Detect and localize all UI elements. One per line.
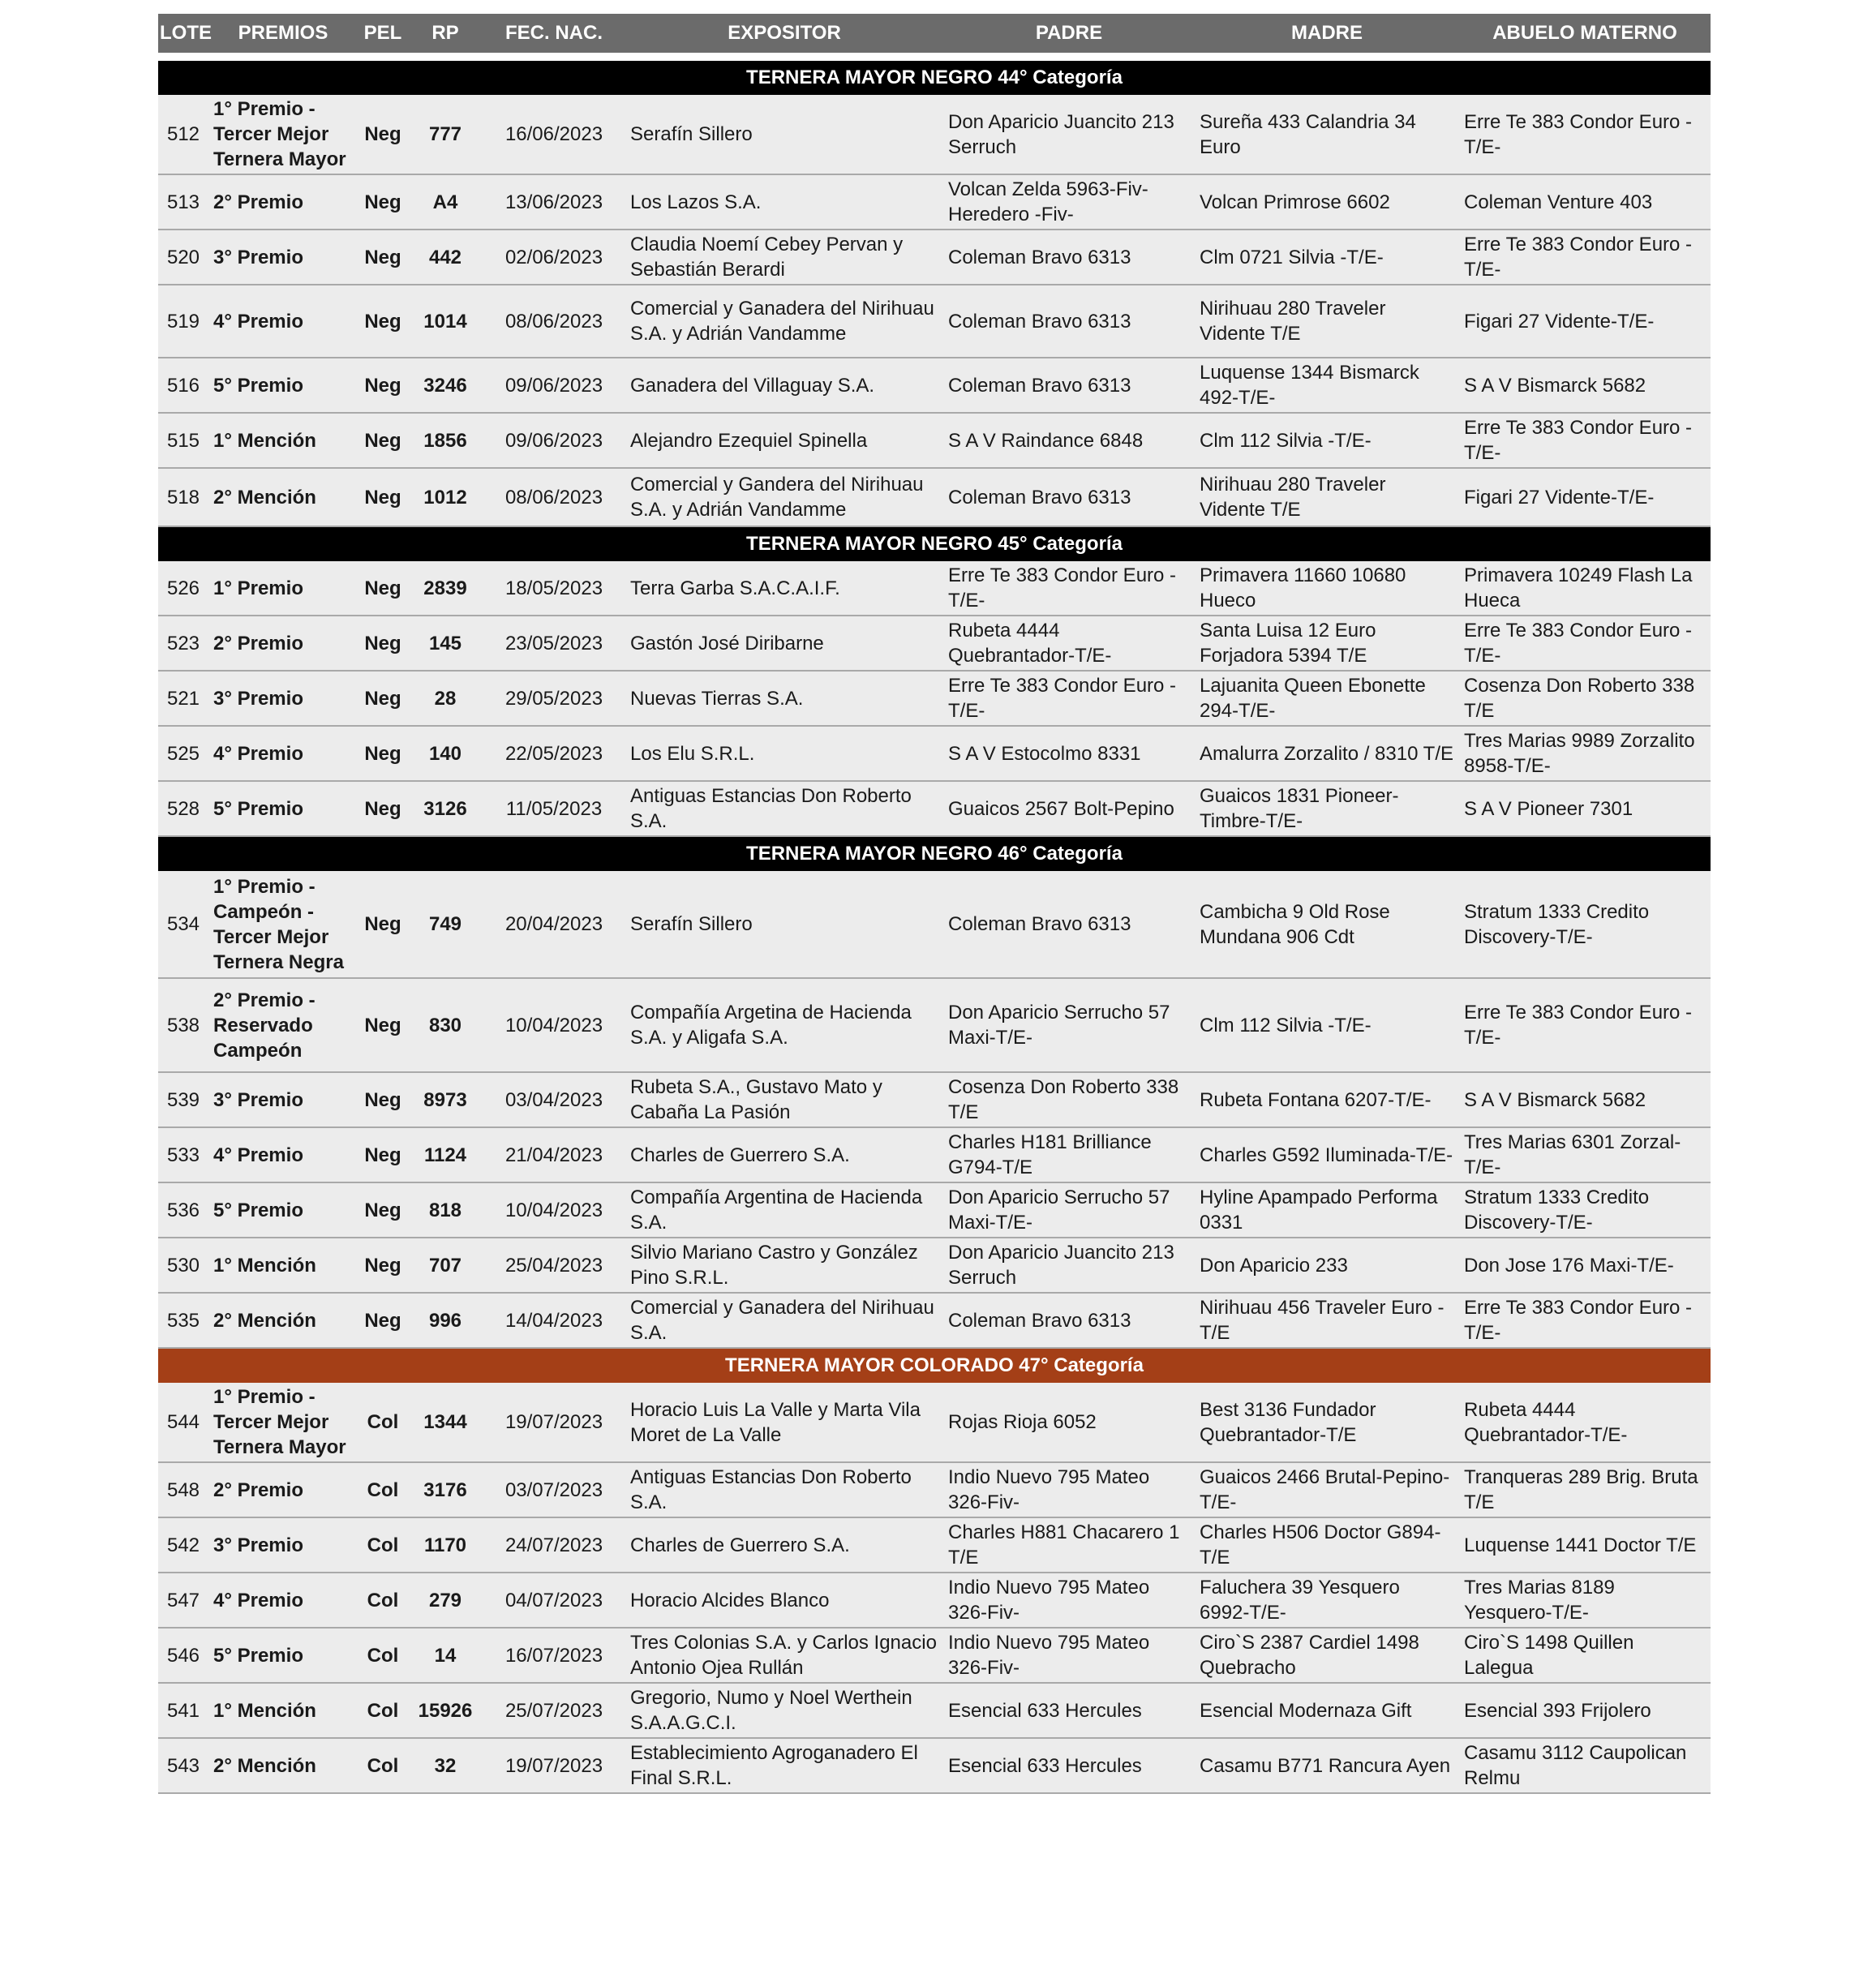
- abuelo-materno-cell: Stratum 1333 Credito Discovery-T/E-: [1459, 1182, 1711, 1238]
- lote-cell: 525: [158, 726, 208, 781]
- table-row: [158, 871, 1711, 978]
- madre-cell: Clm 112 Silvia -T/E-: [1195, 978, 1459, 1072]
- madre-cell: Charles H506 Doctor G894-T/E: [1195, 1517, 1459, 1573]
- padre-cell: Cosenza Don Roberto 338 T/E: [943, 1072, 1195, 1127]
- table-row: [158, 1383, 1711, 1462]
- fec-nac-cell: 03/07/2023: [483, 1462, 625, 1517]
- abuelo-materno-cell: Figari 27 Vidente-T/E-: [1459, 285, 1711, 358]
- expositor-cell: Silvio Mariano Castro y González Pino S.R.L.: [625, 1238, 943, 1293]
- fec-nac-cell: 21/04/2023: [483, 1127, 625, 1182]
- abuelo-materno-cell: Luquense 1441 Doctor T/E: [1459, 1517, 1711, 1573]
- pel-cell: Neg: [358, 1127, 408, 1182]
- header-expositor: EXPOSITOR: [625, 14, 943, 57]
- category-header-row: [158, 526, 1711, 561]
- expositor-cell: Nuevas Tierras S.A.: [625, 671, 943, 726]
- rp-cell: 996: [408, 1293, 483, 1348]
- madre-cell: Ciro`S 2387 Cardiel 1498 Quebracho: [1195, 1628, 1459, 1683]
- padre-cell: Coleman Bravo 6313: [943, 468, 1195, 526]
- expositor-cell: Charles de Guerrero S.A.: [625, 1127, 943, 1182]
- abuelo-materno-cell: Erre Te 383 Condor Euro -T/E-: [1459, 978, 1711, 1072]
- lote-cell: 533: [158, 1127, 208, 1182]
- fec-nac-cell: 09/06/2023: [483, 358, 625, 413]
- lote-cell: 515: [158, 413, 208, 468]
- premio-cell: 4° Premio: [208, 1573, 358, 1628]
- category-header-row: [158, 57, 1711, 95]
- fec-nac-cell: 02/06/2023: [483, 230, 625, 285]
- rp-cell: 140: [408, 726, 483, 781]
- table-row: [158, 174, 1711, 230]
- rp-cell: 2839: [408, 561, 483, 616]
- madre-cell: Hyline Apampado Performa 0331: [1195, 1182, 1459, 1238]
- pel-cell: Neg: [358, 1182, 408, 1238]
- results-table: [158, 14, 1711, 1794]
- abuelo-materno-cell: Figari 27 Vidente-T/E-: [1459, 468, 1711, 526]
- padre-cell: Guaicos 2567 Bolt-Pepino: [943, 781, 1195, 836]
- rp-cell: 15926: [408, 1683, 483, 1738]
- padre-cell: Coleman Bravo 6313: [943, 285, 1195, 358]
- expositor-cell: Antiguas Estancias Don Roberto S.A.: [625, 1462, 943, 1517]
- table-row: [158, 413, 1711, 468]
- header-pel: PEL: [358, 14, 408, 57]
- expositor-cell: Serafín Sillero: [625, 871, 943, 978]
- expositor-cell: Antiguas Estancias Don Roberto S.A.: [625, 781, 943, 836]
- expositor-cell: Compañía Argentina de Hacienda S.A.: [625, 1182, 943, 1238]
- fec-nac-cell: 29/05/2023: [483, 671, 625, 726]
- rp-cell: 749: [408, 871, 483, 978]
- table-row: [158, 1462, 1711, 1517]
- madre-cell: Charles G592 Iluminada-T/E-: [1195, 1127, 1459, 1182]
- expositor-cell: Comercial y Ganadera del Nirihuau S.A. y Adrián Vandamme: [625, 285, 943, 358]
- padre-cell: S A V Estocolmo 8331: [943, 726, 1195, 781]
- expositor-cell: Gastón José Diribarne: [625, 616, 943, 671]
- madre-cell: Casamu B771 Rancura Ayen: [1195, 1738, 1459, 1793]
- table-row: [158, 726, 1711, 781]
- lote-cell: 530: [158, 1238, 208, 1293]
- padre-cell: Erre Te 383 Condor Euro -T/E-: [943, 561, 1195, 616]
- premio-cell: 2° Mención: [208, 468, 358, 526]
- padre-cell: Erre Te 383 Condor Euro -T/E-: [943, 671, 1195, 726]
- lote-cell: 516: [158, 358, 208, 413]
- expositor-cell: Alejandro Ezequiel Spinella: [625, 413, 943, 468]
- expositor-cell: Ganadera del Villaguay S.A.: [625, 358, 943, 413]
- lote-cell: 539: [158, 1072, 208, 1127]
- expositor-cell: Comercial y Gandera del Nirihuau S.A. y Adrián Vandamme: [625, 468, 943, 526]
- rp-cell: 1012: [408, 468, 483, 526]
- header-fec-nac: FEC. NAC.: [483, 14, 625, 57]
- abuelo-materno-cell: Don Jose 176 Maxi-T/E-: [1459, 1238, 1711, 1293]
- padre-cell: Charles H881 Chacarero 1 T/E: [943, 1517, 1195, 1573]
- expositor-cell: Terra Garba S.A.C.A.I.F.: [625, 561, 943, 616]
- category-title: TERNERA MAYOR NEGRO 46° Categoría: [158, 836, 1711, 871]
- madre-cell: Esencial Modernaza Gift: [1195, 1683, 1459, 1738]
- premio-cell: 4° Premio: [208, 726, 358, 781]
- padre-cell: Don Aparicio Juancito 213 Serruch: [943, 95, 1195, 174]
- pel-cell: Col: [358, 1517, 408, 1573]
- expositor-cell: Comercial y Ganadera del Nirihuau S.A.: [625, 1293, 943, 1348]
- table-row: [158, 1738, 1711, 1793]
- abuelo-materno-cell: Erre Te 383 Condor Euro -T/E-: [1459, 95, 1711, 174]
- lote-cell: 547: [158, 1573, 208, 1628]
- abuelo-materno-cell: S A V Bismarck 5682: [1459, 1072, 1711, 1127]
- lote-cell: 538: [158, 978, 208, 1072]
- fec-nac-cell: 16/07/2023: [483, 1628, 625, 1683]
- rp-cell: 707: [408, 1238, 483, 1293]
- expositor-cell: Horacio Luis La Valle y Marta Vila Moret de La Valle: [625, 1383, 943, 1462]
- padre-cell: Volcan Zelda 5963-Fiv-Heredero -Fiv-: [943, 174, 1195, 230]
- lote-cell: 519: [158, 285, 208, 358]
- pel-cell: Neg: [358, 413, 408, 468]
- premio-cell: 2° Premio - Reservado Campeón: [208, 978, 358, 1072]
- fec-nac-cell: 03/04/2023: [483, 1072, 625, 1127]
- rp-cell: 1124: [408, 1127, 483, 1182]
- lote-cell: 546: [158, 1628, 208, 1683]
- fec-nac-cell: 18/05/2023: [483, 561, 625, 616]
- pel-cell: Neg: [358, 285, 408, 358]
- header-lote: LOTE: [158, 14, 208, 57]
- expositor-cell: Compañía Argetina de Hacienda S.A. y Aligafa S.A.: [625, 978, 943, 1072]
- padre-cell: Esencial 633 Hercules: [943, 1738, 1195, 1793]
- rp-cell: 818: [408, 1182, 483, 1238]
- fec-nac-cell: 23/05/2023: [483, 616, 625, 671]
- madre-cell: Santa Luisa 12 Euro Forjadora 5394 T/E: [1195, 616, 1459, 671]
- madre-cell: Don Aparicio 233: [1195, 1238, 1459, 1293]
- category-header-row: [158, 836, 1711, 871]
- table-row: [158, 616, 1711, 671]
- category-title: TERNERA MAYOR COLORADO 47° Categoría: [158, 1348, 1711, 1383]
- abuelo-materno-cell: Tres Marias 6301 Zorzal-T/E-: [1459, 1127, 1711, 1182]
- expositor-cell: Los Lazos S.A.: [625, 174, 943, 230]
- fec-nac-cell: 24/07/2023: [483, 1517, 625, 1573]
- table-row: [158, 1127, 1711, 1182]
- premio-cell: 1° Mención: [208, 1238, 358, 1293]
- rp-cell: 14: [408, 1628, 483, 1683]
- pel-cell: Neg: [358, 561, 408, 616]
- pel-cell: Neg: [358, 1293, 408, 1348]
- category-title: TERNERA MAYOR NEGRO 44° Categoría: [158, 57, 1711, 95]
- padre-cell: Indio Nuevo 795 Mateo 326-Fiv-: [943, 1573, 1195, 1628]
- expositor-cell: Serafín Sillero: [625, 95, 943, 174]
- rp-cell: 145: [408, 616, 483, 671]
- padre-cell: Coleman Bravo 6313: [943, 358, 1195, 413]
- abuelo-materno-cell: Cosenza Don Roberto 338 T/E: [1459, 671, 1711, 726]
- premio-cell: 5° Premio: [208, 1182, 358, 1238]
- header-madre: MADRE: [1195, 14, 1459, 57]
- premio-cell: 5° Premio: [208, 1628, 358, 1683]
- table-row: [158, 1517, 1711, 1573]
- rp-cell: 1344: [408, 1383, 483, 1462]
- premio-cell: 3° Premio: [208, 671, 358, 726]
- premio-cell: 1° Mención: [208, 1683, 358, 1738]
- rp-cell: 3126: [408, 781, 483, 836]
- rp-cell: 1014: [408, 285, 483, 358]
- fec-nac-cell: 10/04/2023: [483, 978, 625, 1072]
- rp-cell: 1170: [408, 1517, 483, 1573]
- expositor-cell: Tres Colonias S.A. y Carlos Ignacio Antonio Ojea Rullán: [625, 1628, 943, 1683]
- fec-nac-cell: 08/06/2023: [483, 285, 625, 358]
- lote-cell: 536: [158, 1182, 208, 1238]
- abuelo-materno-cell: S A V Bismarck 5682: [1459, 358, 1711, 413]
- table-row: [158, 978, 1711, 1072]
- abuelo-materno-cell: Esencial 393 Frijolero: [1459, 1683, 1711, 1738]
- fec-nac-cell: 11/05/2023: [483, 781, 625, 836]
- rp-cell: 777: [408, 95, 483, 174]
- padre-cell: Don Aparicio Serrucho 57 Maxi-T/E-: [943, 1182, 1195, 1238]
- padre-cell: Coleman Bravo 6313: [943, 871, 1195, 978]
- table-row: [158, 1182, 1711, 1238]
- lote-cell: 534: [158, 871, 208, 978]
- premio-cell: 1° Premio: [208, 561, 358, 616]
- pel-cell: Col: [358, 1628, 408, 1683]
- premio-cell: 4° Premio: [208, 285, 358, 358]
- lote-cell: 513: [158, 174, 208, 230]
- table-row: [158, 95, 1711, 174]
- abuelo-materno-cell: Tres Marias 9989 Zorzalito 8958-T/E-: [1459, 726, 1711, 781]
- madre-cell: Luquense 1344 Bismarck 492-T/E-: [1195, 358, 1459, 413]
- rp-cell: 1856: [408, 413, 483, 468]
- rp-cell: 32: [408, 1738, 483, 1793]
- pel-cell: Neg: [358, 95, 408, 174]
- expositor-cell: Los Elu S.R.L.: [625, 726, 943, 781]
- lote-cell: 541: [158, 1683, 208, 1738]
- header-rp: RP: [408, 14, 483, 57]
- fec-nac-cell: 20/04/2023: [483, 871, 625, 978]
- fec-nac-cell: 08/06/2023: [483, 468, 625, 526]
- table-row: [158, 468, 1711, 526]
- padre-cell: Coleman Bravo 6313: [943, 1293, 1195, 1348]
- table-row: [158, 1628, 1711, 1683]
- abuelo-materno-cell: Tranqueras 289 Brig. Bruta T/E: [1459, 1462, 1711, 1517]
- abuelo-materno-cell: Casamu 3112 Caupolican Relmu: [1459, 1738, 1711, 1793]
- padre-cell: Indio Nuevo 795 Mateo 326-Fiv-: [943, 1462, 1195, 1517]
- header-premios: PREMIOS: [208, 14, 358, 57]
- premio-cell: 2° Premio: [208, 1462, 358, 1517]
- pel-cell: Neg: [358, 1072, 408, 1127]
- category-header-row: [158, 1348, 1711, 1383]
- fec-nac-cell: 13/06/2023: [483, 174, 625, 230]
- rp-cell: 279: [408, 1573, 483, 1628]
- expositor-cell: Horacio Alcides Blanco: [625, 1573, 943, 1628]
- madre-cell: Guaicos 1831 Pioneer-Timbre-T/E-: [1195, 781, 1459, 836]
- lote-cell: 521: [158, 671, 208, 726]
- madre-cell: Volcan Primrose 6602: [1195, 174, 1459, 230]
- expositor-cell: Establecimiento Agroganadero El Final S.R.L.: [625, 1738, 943, 1793]
- premio-cell: 3° Premio: [208, 1517, 358, 1573]
- abuelo-materno-cell: Erre Te 383 Condor Euro -T/E-: [1459, 230, 1711, 285]
- pel-cell: Neg: [358, 978, 408, 1072]
- table-row: [158, 358, 1711, 413]
- premio-cell: 1° Premio - Tercer Mejor Ternera Mayor: [208, 1383, 358, 1462]
- madre-cell: Guaicos 2466 Brutal-Pepino-T/E-: [1195, 1462, 1459, 1517]
- pel-cell: Neg: [358, 1238, 408, 1293]
- rp-cell: 28: [408, 671, 483, 726]
- premio-cell: 3° Premio: [208, 1072, 358, 1127]
- table-row: [158, 1683, 1711, 1738]
- fec-nac-cell: 25/07/2023: [483, 1683, 625, 1738]
- premio-cell: 2° Mención: [208, 1738, 358, 1793]
- rp-cell: 8973: [408, 1072, 483, 1127]
- madre-cell: Primavera 11660 10680 Hueco: [1195, 561, 1459, 616]
- madre-cell: Nirihuau 280 Traveler Vidente T/E: [1195, 285, 1459, 358]
- table-row: [158, 1238, 1711, 1293]
- madre-cell: Clm 0721 Silvia -T/E-: [1195, 230, 1459, 285]
- premio-cell: 5° Premio: [208, 781, 358, 836]
- header-abuelo-materno: ABUELO MATERNO: [1459, 14, 1711, 57]
- pel-cell: Neg: [358, 781, 408, 836]
- expositor-cell: Gregorio, Numo y Noel Werthein S.A.A.G.C.I.: [625, 1683, 943, 1738]
- madre-cell: Lajuanita Queen Ebonette 294-T/E-: [1195, 671, 1459, 726]
- expositor-cell: Rubeta S.A., Gustavo Mato y Cabaña La Pasión: [625, 1072, 943, 1127]
- lote-cell: 526: [158, 561, 208, 616]
- padre-cell: S A V Raindance 6848: [943, 413, 1195, 468]
- lote-cell: 542: [158, 1517, 208, 1573]
- header-row: [158, 14, 1711, 57]
- results-table-container: [158, 14, 1711, 1794]
- category-title: TERNERA MAYOR NEGRO 45° Categoría: [158, 526, 1711, 561]
- fec-nac-cell: 16/06/2023: [483, 95, 625, 174]
- abuelo-materno-cell: Primavera 10249 Flash La Hueca: [1459, 561, 1711, 616]
- pel-cell: Col: [358, 1573, 408, 1628]
- table-header: [158, 14, 1711, 57]
- lote-cell: 523: [158, 616, 208, 671]
- pel-cell: Neg: [358, 871, 408, 978]
- pel-cell: Neg: [358, 358, 408, 413]
- lote-cell: 548: [158, 1462, 208, 1517]
- pel-cell: Neg: [358, 726, 408, 781]
- abuelo-materno-cell: S A V Pioneer 7301: [1459, 781, 1711, 836]
- premio-cell: 1° Premio - Tercer Mejor Ternera Mayor: [208, 95, 358, 174]
- padre-cell: Indio Nuevo 795 Mateo 326-Fiv-: [943, 1628, 1195, 1683]
- lote-cell: 528: [158, 781, 208, 836]
- expositor-cell: Charles de Guerrero S.A.: [625, 1517, 943, 1573]
- pel-cell: Col: [358, 1683, 408, 1738]
- padre-cell: Rojas Rioja 6052: [943, 1383, 1195, 1462]
- fec-nac-cell: 19/07/2023: [483, 1383, 625, 1462]
- pel-cell: Col: [358, 1383, 408, 1462]
- expositor-cell: Claudia Noemí Cebey Pervan y Sebastián Berardi: [625, 230, 943, 285]
- padre-cell: Coleman Bravo 6313: [943, 230, 1195, 285]
- table-row: [158, 1072, 1711, 1127]
- rp-cell: 442: [408, 230, 483, 285]
- padre-cell: Rubeta 4444 Quebrantador-T/E-: [943, 616, 1195, 671]
- lote-cell: 518: [158, 468, 208, 526]
- table-row: [158, 285, 1711, 358]
- table-row: [158, 781, 1711, 836]
- abuelo-materno-cell: Ciro`S 1498 Quillen Lalegua: [1459, 1628, 1711, 1683]
- pel-cell: Neg: [358, 616, 408, 671]
- abuelo-materno-cell: Coleman Venture 403: [1459, 174, 1711, 230]
- abuelo-materno-cell: Erre Te 383 Condor Euro -T/E-: [1459, 616, 1711, 671]
- pel-cell: Neg: [358, 230, 408, 285]
- premio-cell: 2° Premio: [208, 616, 358, 671]
- premio-cell: 2° Mención: [208, 1293, 358, 1348]
- fec-nac-cell: 22/05/2023: [483, 726, 625, 781]
- padre-cell: Charles H181 Brilliance G794-T/E: [943, 1127, 1195, 1182]
- lote-cell: 544: [158, 1383, 208, 1462]
- madre-cell: Clm 112 Silvia -T/E-: [1195, 413, 1459, 468]
- lote-cell: 520: [158, 230, 208, 285]
- rp-cell: 830: [408, 978, 483, 1072]
- abuelo-materno-cell: Stratum 1333 Credito Discovery-T/E-: [1459, 871, 1711, 978]
- lote-cell: 535: [158, 1293, 208, 1348]
- table-row: [158, 230, 1711, 285]
- pel-cell: Neg: [358, 468, 408, 526]
- premio-cell: 1° Mención: [208, 413, 358, 468]
- padre-cell: Don Aparicio Juancito 213 Serruch: [943, 1238, 1195, 1293]
- fec-nac-cell: 25/04/2023: [483, 1238, 625, 1293]
- table-row: [158, 1293, 1711, 1348]
- madre-cell: Sureña 433 Calandria 34 Euro: [1195, 95, 1459, 174]
- rp-cell: 3176: [408, 1462, 483, 1517]
- fec-nac-cell: 04/07/2023: [483, 1573, 625, 1628]
- madre-cell: Nirihuau 280 Traveler Vidente T/E: [1195, 468, 1459, 526]
- madre-cell: Amalurra Zorzalito / 8310 T/E: [1195, 726, 1459, 781]
- abuelo-materno-cell: Erre Te 383 Condor Euro -T/E-: [1459, 1293, 1711, 1348]
- abuelo-materno-cell: Tres Marias 8189 Yesquero-T/E-: [1459, 1573, 1711, 1628]
- madre-cell: Cambicha 9 Old Rose Mundana 906 Cdt: [1195, 871, 1459, 978]
- padre-cell: Don Aparicio Serrucho 57 Maxi-T/E-: [943, 978, 1195, 1072]
- lote-cell: 543: [158, 1738, 208, 1793]
- fec-nac-cell: 19/07/2023: [483, 1738, 625, 1793]
- table-row: [158, 1573, 1711, 1628]
- padre-cell: Esencial 633 Hercules: [943, 1683, 1195, 1738]
- madre-cell: Faluchera 39 Yesquero 6992-T/E-: [1195, 1573, 1459, 1628]
- fec-nac-cell: 09/06/2023: [483, 413, 625, 468]
- pel-cell: Neg: [358, 671, 408, 726]
- table-row: [158, 561, 1711, 616]
- lote-cell: 512: [158, 95, 208, 174]
- fec-nac-cell: 14/04/2023: [483, 1293, 625, 1348]
- header-padre: PADRE: [943, 14, 1195, 57]
- rp-cell: 3246: [408, 358, 483, 413]
- madre-cell: Best 3136 Fundador Quebrantador-T/E: [1195, 1383, 1459, 1462]
- premio-cell: 5° Premio: [208, 358, 358, 413]
- pel-cell: Col: [358, 1738, 408, 1793]
- premio-cell: 4° Premio: [208, 1127, 358, 1182]
- table-body: [158, 57, 1711, 1793]
- madre-cell: Nirihuau 456 Traveler Euro - T/E: [1195, 1293, 1459, 1348]
- pel-cell: Neg: [358, 174, 408, 230]
- abuelo-materno-cell: Rubeta 4444 Quebrantador-T/E-: [1459, 1383, 1711, 1462]
- abuelo-materno-cell: Erre Te 383 Condor Euro -T/E-: [1459, 413, 1711, 468]
- rp-cell: A4: [408, 174, 483, 230]
- table-row: [158, 671, 1711, 726]
- pel-cell: Col: [358, 1462, 408, 1517]
- premio-cell: 1° Premio - Campeón - Tercer Mejor Ternera Negra: [208, 871, 358, 978]
- fec-nac-cell: 10/04/2023: [483, 1182, 625, 1238]
- premio-cell: 2° Premio: [208, 174, 358, 230]
- madre-cell: Rubeta Fontana 6207-T/E-: [1195, 1072, 1459, 1127]
- premio-cell: 3° Premio: [208, 230, 358, 285]
